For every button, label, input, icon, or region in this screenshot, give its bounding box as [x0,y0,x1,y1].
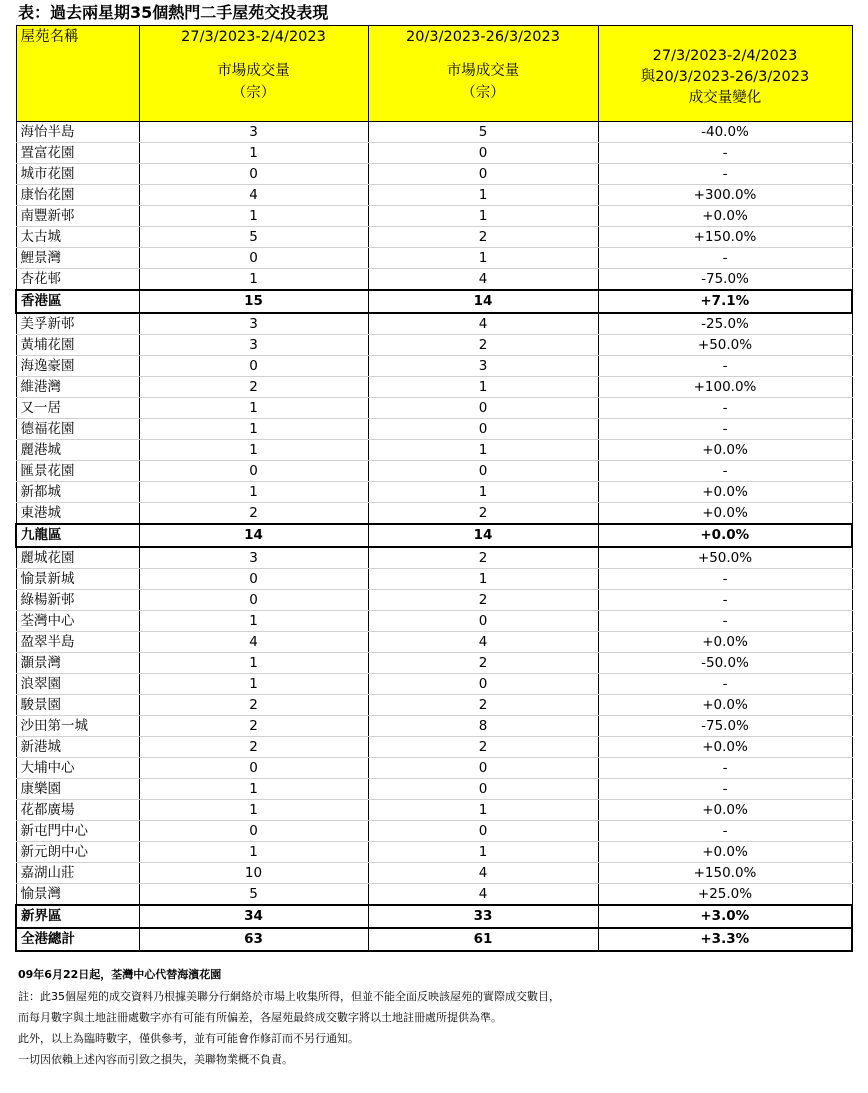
table-row [16,377,852,398]
table-row [16,884,852,906]
current-volume-cell: 10 [139,863,368,884]
table-row [16,461,852,482]
table-row [16,611,852,632]
estate-name-cell: 香港區 [16,290,139,313]
current-volume-cell: 63 [139,928,368,951]
previous-volume-cell: 3 [368,356,598,377]
footnote-line: 註：此35個屋苑的成交資料乃根據美聯分行網絡於市場上收集所得，但並不能全面反映該屋苑的實際成交數目， [18,990,560,1003]
change-cell: +7.1% [598,290,852,313]
change-cell: +0.0% [598,524,852,547]
previous-volume-cell: 14 [368,524,598,547]
current-volume-cell: 3 [139,335,368,356]
current-volume-cell: 0 [139,758,368,779]
previous-volume-cell: 0 [368,164,598,185]
table-row [16,821,852,842]
change-cell: +0.0% [598,737,852,758]
previous-volume-cell: 0 [368,758,598,779]
estate-name-cell: 杏花邨 [16,269,139,291]
table-row [16,716,852,737]
change-cell: - [598,758,852,779]
previous-volume-cell: 4 [368,863,598,884]
change-cell: +150.0% [598,863,852,884]
previous-volume-cell: 4 [368,269,598,291]
previous-volume-cell: 2 [368,227,598,248]
change-cell: - [598,143,852,164]
change-cell: -25.0% [598,313,852,335]
estate-name-cell: 新都城 [16,482,139,503]
change-cell: - [598,164,852,185]
previous-volume-cell: 2 [368,547,598,569]
current-volume-cell: 1 [139,440,368,461]
estate-name-cell: 維港灣 [16,377,139,398]
header-current-week [139,26,368,122]
estate-name-cell: 麗港城 [16,440,139,461]
change-cell: +3.0% [598,905,852,928]
current-volume-cell: 3 [139,547,368,569]
current-volume-cell: 4 [139,632,368,653]
table-row [16,737,852,758]
estate-name-cell: 黃埔花園 [16,335,139,356]
grand-total-row [16,928,852,951]
estate-name-cell: 海怡半島 [16,122,139,143]
estate-name-cell: 荃灣中心 [16,611,139,632]
estate-name-cell: 鯉景灣 [16,248,139,269]
previous-volume-cell: 2 [368,503,598,525]
current-volume-cell: 34 [139,905,368,928]
change-cell: +0.0% [598,632,852,653]
estate-name-cell: 南豐新邨 [16,206,139,227]
estate-name-cell: 灝景灣 [16,653,139,674]
table-row [16,164,852,185]
current-volume-cell: 1 [139,482,368,503]
current-volume-cell: 1 [139,269,368,291]
estate-name-cell: 匯景花園 [16,461,139,482]
change-cell: -50.0% [598,653,852,674]
previous-volume-cell: 0 [368,779,598,800]
change-cell: - [598,590,852,611]
previous-volume-cell: 1 [368,800,598,821]
previous-volume-cell: 61 [368,928,598,951]
table-row [16,335,852,356]
footnote-line: 一切因依賴上述內容而引致之損失，美聯物業概不負責。 [18,1053,293,1066]
estate-name-cell: 康樂園 [16,779,139,800]
district-subtotal-row [16,524,852,547]
change-cell: - [598,821,852,842]
current-volume-cell: 1 [139,143,368,164]
estate-name-cell: 康怡花園 [16,185,139,206]
header-change-line1: 27/3/2023-2/4/2023 [652,48,798,64]
table-row [16,419,852,440]
estate-name-cell: 嘉湖山莊 [16,863,139,884]
previous-volume-cell: 0 [368,611,598,632]
page-title: 表：過去兩星期35個熱門二手屋苑交投表現 [18,3,329,22]
header-current-unit: （宗） [231,85,276,101]
table-row [16,143,852,164]
change-cell: - [598,419,852,440]
current-volume-cell: 2 [139,716,368,737]
previous-volume-cell: 1 [368,248,598,269]
table-row [16,758,852,779]
estate-name-cell: 大埔中心 [16,758,139,779]
previous-volume-cell: 5 [368,122,598,143]
change-cell: +0.0% [598,800,852,821]
estate-name-cell: 又一居 [16,398,139,419]
transaction-table [15,25,853,952]
change-cell: +100.0% [598,377,852,398]
district-subtotal-row [16,905,852,928]
table-row [16,227,852,248]
current-volume-cell: 1 [139,800,368,821]
current-volume-cell: 3 [139,122,368,143]
current-volume-cell: 1 [139,611,368,632]
header-change-line2: 與20/3/2023-26/3/2023 [640,69,810,85]
table-row [16,632,852,653]
current-volume-cell: 2 [139,503,368,525]
previous-volume-cell: 0 [368,419,598,440]
current-volume-cell: 2 [139,695,368,716]
current-volume-cell: 0 [139,590,368,611]
header-estate-name-label: 屋苑名稱 [20,29,79,45]
footnote-line: 而每月數字與土地註冊處數字亦有可能有所偏差，各屋苑最終成交數字將以土地註冊處所提供為準。 [18,1011,502,1024]
change-cell: -75.0% [598,716,852,737]
estate-name-cell: 新屯門中心 [16,821,139,842]
change-cell: - [598,461,852,482]
estate-name-cell: 花都廣場 [16,800,139,821]
footnotes [18,964,858,1070]
estate-name-cell: 城市花園 [16,164,139,185]
estate-name-cell: 太古城 [16,227,139,248]
estate-name-cell: 美孚新邨 [16,313,139,335]
change-cell: +50.0% [598,335,852,356]
district-subtotal-row [16,290,852,313]
change-cell: - [598,569,852,590]
estate-name-cell: 愉景灣 [16,884,139,906]
previous-volume-cell: 1 [368,482,598,503]
header-previous-label: 市場成交量 [446,63,520,79]
previous-volume-cell: 2 [368,695,598,716]
header-previous-week [368,26,598,122]
change-cell: -40.0% [598,122,852,143]
estate-name-cell: 置富花園 [16,143,139,164]
table-row [16,313,852,335]
header-previous-unit: （宗） [461,85,505,101]
change-cell: - [598,779,852,800]
estate-name-cell: 九龍區 [16,524,139,547]
current-volume-cell: 1 [139,779,368,800]
previous-volume-cell: 8 [368,716,598,737]
current-volume-cell: 1 [139,398,368,419]
previous-volume-cell: 1 [368,569,598,590]
table-row [16,398,852,419]
table-row [16,569,852,590]
table-row [16,653,852,674]
change-cell: +300.0% [598,185,852,206]
current-volume-cell: 4 [139,185,368,206]
current-volume-cell: 2 [139,377,368,398]
estate-name-cell: 沙田第一城 [16,716,139,737]
current-volume-cell: 1 [139,842,368,863]
table-row [16,482,852,503]
previous-volume-cell: 2 [368,653,598,674]
current-volume-cell: 14 [139,524,368,547]
change-cell: +25.0% [598,884,852,906]
change-cell: +0.0% [598,503,852,525]
previous-volume-cell: 4 [368,632,598,653]
previous-volume-cell: 2 [368,335,598,356]
table-row [16,248,852,269]
change-cell: - [598,248,852,269]
current-volume-cell: 15 [139,290,368,313]
current-volume-cell: 1 [139,419,368,440]
previous-volume-cell: 0 [368,821,598,842]
table-row [16,206,852,227]
change-cell: +3.3% [598,928,852,951]
change-cell: -75.0% [598,269,852,291]
estate-name-cell: 浪翠園 [16,674,139,695]
change-cell: - [598,398,852,419]
previous-volume-cell: 2 [368,737,598,758]
previous-volume-cell: 2 [368,590,598,611]
change-cell: - [598,356,852,377]
estate-name-cell: 新界區 [16,905,139,928]
current-volume-cell: 3 [139,313,368,335]
current-volume-cell: 0 [139,164,368,185]
change-cell: +150.0% [598,227,852,248]
estate-name-cell: 東港城 [16,503,139,525]
estate-name-cell: 駿景園 [16,695,139,716]
current-volume-cell: 2 [139,737,368,758]
header-change [598,26,852,122]
previous-volume-cell: 14 [368,290,598,313]
table-row [16,863,852,884]
current-volume-cell: 0 [139,248,368,269]
table-row [16,547,852,569]
current-volume-cell: 0 [139,821,368,842]
table-row [16,185,852,206]
table-row [16,269,852,291]
table-row [16,695,852,716]
change-cell: +0.0% [598,482,852,503]
table-body [16,122,852,952]
table-row [16,779,852,800]
previous-volume-cell: 1 [368,185,598,206]
estate-name-cell: 盈翠半島 [16,632,139,653]
previous-volume-cell: 0 [368,674,598,695]
current-volume-cell: 0 [139,569,368,590]
previous-volume-cell: 4 [368,884,598,906]
previous-volume-cell: 4 [368,313,598,335]
header-previous-period: 20/3/2023-26/3/2023 [406,29,560,45]
table-row [16,842,852,863]
current-volume-cell: 0 [139,356,368,377]
current-volume-cell: 5 [139,227,368,248]
change-cell: - [598,674,852,695]
estate-name-cell: 綠楊新邨 [16,590,139,611]
header-change-line3: 成交量變化 [688,90,762,106]
change-cell: +0.0% [598,206,852,227]
previous-volume-cell: 33 [368,905,598,928]
previous-volume-cell: 1 [368,440,598,461]
change-cell: +0.0% [598,440,852,461]
previous-volume-cell: 1 [368,377,598,398]
header-estate-name [16,26,139,122]
estate-name-cell: 德福花園 [16,419,139,440]
table-row [16,122,852,143]
previous-volume-cell: 1 [368,842,598,863]
previous-volume-cell: 0 [368,143,598,164]
footnote-replacement: 09年6月22日起，荃灣中心代替海濱花園 [18,968,222,981]
previous-volume-cell: 1 [368,206,598,227]
table-row [16,356,852,377]
table-row [16,503,852,525]
previous-volume-cell: 0 [368,398,598,419]
estate-name-cell: 新港城 [16,737,139,758]
table-row [16,674,852,695]
table-row [16,590,852,611]
previous-volume-cell: 0 [368,461,598,482]
estate-name-cell: 愉景新城 [16,569,139,590]
current-volume-cell: 1 [139,653,368,674]
change-cell: +0.0% [598,695,852,716]
current-volume-cell: 5 [139,884,368,906]
table-header-row [16,26,852,122]
change-cell: +0.0% [598,842,852,863]
estate-name-cell: 海逸豪園 [16,356,139,377]
current-volume-cell: 1 [139,206,368,227]
change-cell: +50.0% [598,547,852,569]
table-row [16,800,852,821]
change-cell: - [598,611,852,632]
current-volume-cell: 1 [139,674,368,695]
table-row [16,440,852,461]
current-volume-cell: 0 [139,461,368,482]
header-current-period: 27/3/2023-2/4/2023 [181,29,326,45]
header-current-label: 市場成交量 [217,63,290,79]
estate-name-cell: 全港總計 [16,928,139,951]
footnote-line: 此外，以上為臨時數字，僅供參考，並有可能會作修訂而不另行通知。 [18,1032,359,1045]
estate-name-cell: 新元朗中心 [16,842,139,863]
estate-name-cell: 麗城花園 [16,547,139,569]
